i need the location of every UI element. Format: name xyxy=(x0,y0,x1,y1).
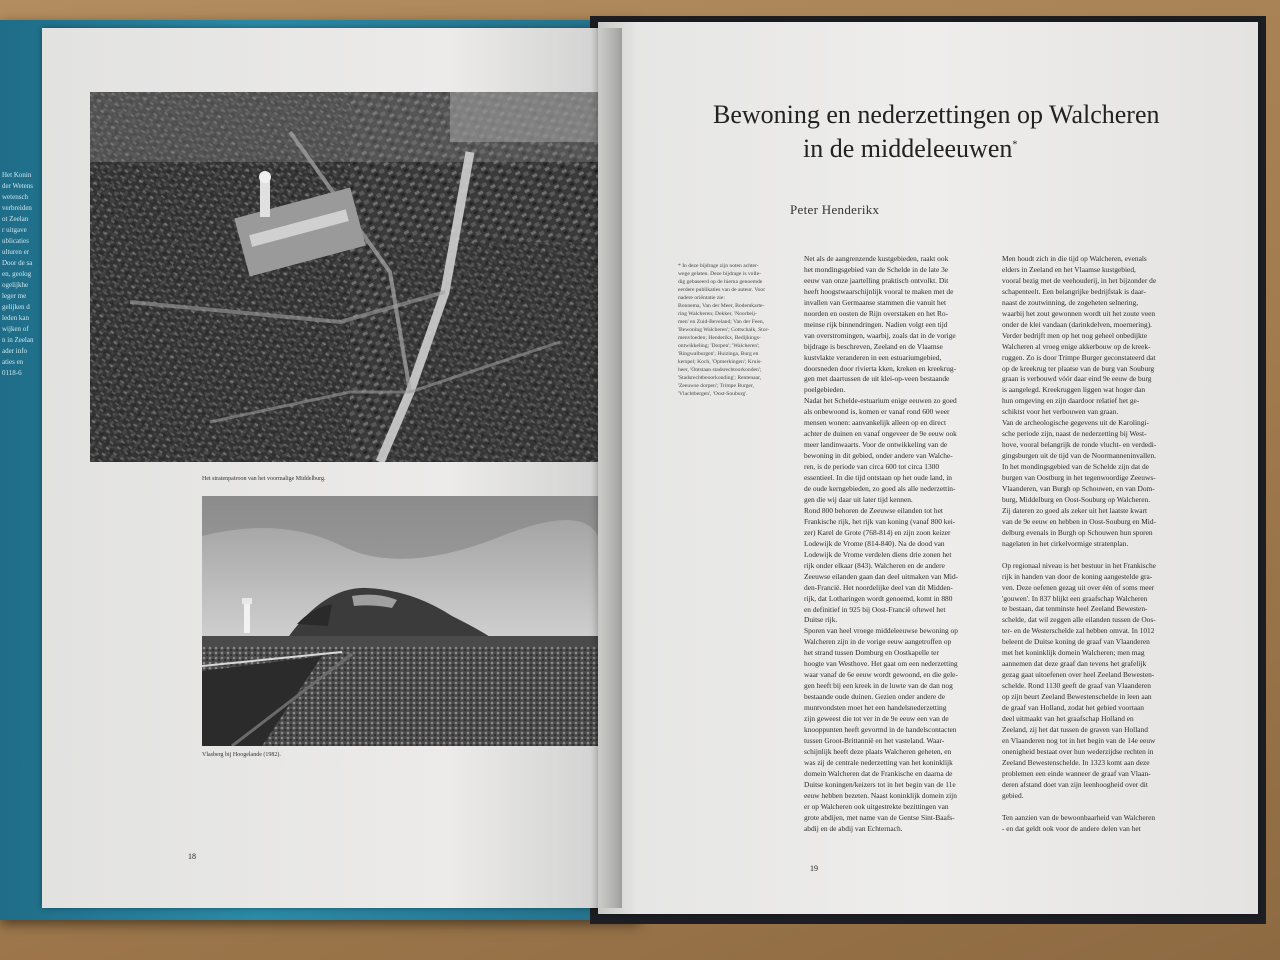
footnote-line: heer, 'Ontstaan stadsrechtoorkonden'; xyxy=(678,367,762,373)
vlasberg-photo xyxy=(202,496,602,746)
text-line: de graaf van Holland, zodat het gebied voortaan xyxy=(1002,703,1145,713)
cover-text-line: 0118-6 xyxy=(2,369,22,377)
text-line: Men houdt zich in die tijd op Walcheren, evenals xyxy=(1002,254,1147,263)
text-line: graan is verbouwd vóór daar eind 9e eeuw de burg xyxy=(1002,374,1152,384)
text-line: heeft hoogstwaarschijnlijk vooral te maken met de xyxy=(804,286,954,296)
text-line: Zeeland Bewestenschelde. In 1323 komt aan deze xyxy=(1002,757,1150,767)
text-line: onenigheid bestaat over hun wederzijdse rechten in xyxy=(1002,746,1154,756)
text-line: In het mondingsgebied van de Schelde zijn dat de xyxy=(1002,462,1149,472)
text-line: naast de zoutwinning, de zogeheten selnering, xyxy=(1002,297,1139,307)
text-line: - en dat geldt ook voor de andere delen van het xyxy=(1002,823,1141,833)
left-page xyxy=(42,28,622,908)
paragraph-gap xyxy=(1002,802,1212,813)
footnote-line: 'Zeeuwse dorpen'; Trimpe Burger, xyxy=(678,383,754,389)
text-line: Walcheren zijn in de vorige eeuw aangetroffen op xyxy=(804,637,952,647)
text-line: Sporen van heel vroege middeleeuwse bewoning op xyxy=(804,626,958,636)
text-line: zijn geweest die tot ver in de 9e eeuw een van de xyxy=(804,714,949,724)
text-line: kustvlakte veranderen in een estuariumgebied, xyxy=(804,352,942,362)
paragraph-gap xyxy=(1002,550,1212,561)
text-line: Vlaanderen, van Burgh op Schouwen, en van Dom- xyxy=(1002,484,1155,494)
cover-text-line: r uitgave xyxy=(2,226,27,234)
text-line: den-Francië. Het noordelijke deel van dit Midden- xyxy=(804,582,953,592)
footnote-line: kerspel; Koch, 'Opmerkingen'; Kruis- xyxy=(678,359,763,365)
footnote-line: Bonnema, Van der Meer, Bodemkarte- xyxy=(678,303,765,309)
page-number-right: 19 xyxy=(810,864,818,873)
cover-text-line: ublicaties xyxy=(2,237,29,245)
text-line: schijnlijk heeft deze plaats Walcheren geheten, en xyxy=(804,746,952,756)
text-line: van overstromingen, waarbij, zoals dat in de vorige xyxy=(804,330,956,340)
text-line: nagelaten in het cirkelvormige stratenplan. xyxy=(1002,538,1129,548)
text-line: poelgebieden. xyxy=(804,385,846,395)
text-line: deel uitmaakt van het graafschap Holland en xyxy=(1002,714,1134,724)
text-line: rijk in handen van door de koning aangestelde gra- xyxy=(1002,571,1153,581)
text-line: gen die wij daar uit later tijd kennen. xyxy=(804,494,913,504)
text-column-2 xyxy=(1002,254,1212,834)
text-line: hoogte van Westhove. Het gaat om een nederzetting xyxy=(804,659,958,669)
cover-text-line: Het Konin xyxy=(2,171,32,179)
text-line: Ten aanzien van de bewoonbaarheid van Walcheren xyxy=(1002,812,1156,822)
text-line: het mondingsgebied van de Schelde in de late 3e xyxy=(804,264,949,274)
text-line: als onbewoond is, komen er vanaf rond 600 weer xyxy=(804,407,950,417)
text-line: ren, is de periode van circa 600 tot circa 1300 xyxy=(804,462,940,472)
text-line: doorsneden door rivierta kken, kreken en kreekrug- xyxy=(804,363,957,373)
article-title-line-2-text: in de middeleeuwen xyxy=(803,134,1013,163)
footnote-line: * In deze bijdrage zijn noten achter- xyxy=(678,263,759,269)
text-line: beleent de Duitse koning de graaf van Vlaanderen xyxy=(1002,637,1150,647)
text-line: problemen een einde wanneer de graaf van Vlaan- xyxy=(1002,768,1151,778)
text-line: Duitse koningen/keizers tot in het begin van de 11e xyxy=(804,779,956,789)
footnote-line: 'Ringwalburgen'; Huizinga, Burg en xyxy=(678,351,759,357)
text-line: gen met daartussen de uit klei-op-veen bestaande xyxy=(804,374,950,384)
text-line: de oude kerngebieden, zo goed als alle nederzettin- xyxy=(804,484,956,494)
text-line: waar vanaf de 6e eeuw wordt gewoond, en die gele- xyxy=(804,670,958,680)
text-line: vooral bezig met de veehouderij, in het bijzonder de xyxy=(1002,275,1157,285)
text-line: tussen Groot-Brittannië en het vasteland. Waar- xyxy=(804,735,945,745)
text-line: knooppunten heeft gevormd in de handelscontacten xyxy=(804,724,957,734)
text-line: schapenteelt. Een belangrijke bedrijfstak is daar- xyxy=(1002,286,1146,296)
footnote-line: ring Walcheren; Dekker, 'Noorbeij- xyxy=(678,311,757,317)
text-line: en Vlaanderen nog tot in het begin van de 14e eeuw xyxy=(1002,735,1156,745)
text-line: te bestaan, dat tenminste heel Zeeland Bewesten- xyxy=(1002,604,1148,614)
gutter-shadow xyxy=(600,28,622,908)
text-line: eeuw hebben bezeten. Naast koninklijk domein zijn xyxy=(804,790,957,800)
text-line: van de 9e eeuw en hebben in Oost-Souburg en Mid- xyxy=(1002,516,1157,526)
text-line: meer landinwaarts. Voor de ontwikkeling van de xyxy=(804,440,948,450)
aerial-photo-caption: Het stratenpatroon van het voormalige Middelburg. xyxy=(202,476,326,482)
text-line: onder de klei vandaan (darinkdelven, moernering). xyxy=(1002,319,1153,329)
title-footnote-mark: * xyxy=(1012,139,1018,151)
text-column-1 xyxy=(804,254,1004,835)
text-line: op de kreekrug ter plaatse van de burg van Souburg xyxy=(1002,363,1155,373)
text-line: schelde, dat wil zeggen alle eilanden tussen de Oos- xyxy=(1002,615,1156,625)
text-line: op zijn beurt Zeeland Bewestenschelde in leen aan xyxy=(1002,692,1152,702)
text-line: Zeeuwse eilanden gaan dan deel uitmaken van Mid- xyxy=(804,571,959,581)
text-line: essentieel. In die tijd ontstaan op het oude land, in xyxy=(804,473,952,483)
article-author: Peter Henderikx xyxy=(790,202,880,217)
footnote-line: 'Vlachtbergen', 'Oost-Souburg'. xyxy=(678,391,748,397)
text-line: mensen wonen: aanvankelijk alleen op en direct xyxy=(804,418,947,428)
text-line: Op regionaal niveau is het bestuur in het Frankische xyxy=(1002,560,1156,570)
page-number-left: 18 xyxy=(188,852,196,861)
text-line: aannemen dat deze graaf dan tevens het grafelijk xyxy=(1002,659,1147,669)
text-line: abdij en de abdij van Echternach. xyxy=(804,823,903,833)
text-line: muntvondsten moet het een handelsnederzetting xyxy=(804,703,947,713)
text-line: er op Walcheren ook uitgestrekte bezittingen van xyxy=(804,801,949,811)
text-line: deren afstand doet van zijn leenhoogheid over dit xyxy=(1002,779,1148,789)
text-line: Duitse rijk. xyxy=(804,615,838,625)
cover-text-line: der Wetens xyxy=(2,182,33,190)
footnote-line: ontwikkeling; 'Dorpen'; 'Walcheren'; xyxy=(678,343,760,349)
text-line: Van de archeologische gegevens uit de Karolingi- xyxy=(1002,418,1149,428)
cover-text-line: leger me xyxy=(2,292,27,300)
text-line: achter de duinen en vanaf ongeveer de 9e eeuw ook xyxy=(804,429,957,439)
text-line: bestaande oude duinen. Gezien onder andere de xyxy=(804,692,945,702)
text-line: gingsburgen uit de tijd van de Noormanneninvallen. xyxy=(1002,451,1157,461)
text-line: Zeeland, zij het dat tussen de graven van Holland xyxy=(1002,724,1148,734)
text-line: met het koninklijk domein Walcheren; men mag xyxy=(1002,648,1145,658)
text-line: sche periode zijn, naast de nederzetting bij West- xyxy=(1002,429,1147,439)
text-line: Verder bedrijft men op het nog geheel onbedijkte xyxy=(1002,330,1148,340)
text-line: Net als de aangrenzende kustgebieden, raakt ook xyxy=(804,254,949,263)
text-line: Lodewijk de Vrome verdelen diens drie zonen het xyxy=(804,549,952,559)
text-line: gebied. xyxy=(1002,790,1024,800)
text-line: 'gouwen'. In 837 blijkt een graafschap Walcheren xyxy=(1002,593,1148,603)
article-footnote xyxy=(678,262,796,398)
text-line: is aangelegd. Kreekruggen liggen wat hoger dan xyxy=(1002,385,1146,395)
text-line: Zij dateren zo goed als zeker uit het laatste kwart xyxy=(1002,505,1148,515)
text-line: bijdrage is beschreven, Zeeland en de Vlaamse xyxy=(804,341,943,351)
cover-text-line: en, geolog xyxy=(2,270,32,278)
footnote-line: 'Bewoning Walcheren'; Gottschalk, Stor- xyxy=(678,327,770,333)
cover-text-line: n in Zeelan xyxy=(2,336,34,344)
cover-text-line: gelijken d xyxy=(2,303,30,311)
right-page xyxy=(598,22,1258,914)
cover-text-line: ader info xyxy=(2,347,28,355)
text-line: rijk, dat Lotharingen wordt genoemd, komt in 880 xyxy=(804,593,953,603)
text-line: zer) Karel de Grote (768-814) en zijn zoon keizer xyxy=(804,527,951,537)
text-line: Walcheren al vroeg enige akkerbouw op de kreek- xyxy=(1002,341,1151,351)
text-line: waarbij het zout gewonnen wordt uit het zoute veen xyxy=(1002,308,1156,318)
text-line: ven. Deze oefenen gezag uit over één of soms meer xyxy=(1002,582,1155,592)
footnote-line: menvloeden; Henderikx, Bedijkings- xyxy=(678,335,761,341)
text-line: grote abdijen, met name van de Gentse Sint-Baafs- xyxy=(804,812,955,822)
cover-text-line: ogelijkhe xyxy=(2,281,29,289)
text-line: was zij de centrale nederzetting van het koninklijk xyxy=(804,757,953,767)
text-line: delburg evenals in Burgh op Schouwen hun sporen xyxy=(1002,527,1153,537)
text-line: burg, Middelburg en Oost-Souburg op Walcheren. xyxy=(1002,494,1151,504)
text-line: bewoning in dit gebied, onder andere van Walche- xyxy=(804,451,953,461)
text-line: en definitief in 925 bij Oost-Francië oftewel het xyxy=(804,604,946,614)
vlasberg-photo-caption: Vlasberg bij Hoogelande (1982). xyxy=(202,752,281,758)
aerial-photo xyxy=(90,92,608,462)
footnote-line: wege gelaten. Deze bijdrage is volle- xyxy=(678,271,761,277)
text-line: het strand tussen Domburg en Oostkapelle ter xyxy=(804,648,939,658)
text-line: eeuw van onze jaartelling praktisch ontvolkt. Dit xyxy=(804,275,949,285)
text-line: Lodewijk de Vrome (814-840). Na de dood van xyxy=(804,538,945,548)
cover-text-line: aties en xyxy=(2,358,24,366)
footnote-line: 'Stadsrechtbeoorkonding'; Rentenaar, xyxy=(678,375,762,381)
text-line: hun omgeving en zijn daardoor relatief het ge- xyxy=(1002,396,1140,406)
text-line: Frankische rijk, het rijk van koning (vanaf 800 kei- xyxy=(804,516,956,526)
text-line: gezag gaat uitoefenen over heel Zeeland Bewesten- xyxy=(1002,670,1155,680)
text-line: schelde. Rond 1130 geeft de graaf van Vlaanderen xyxy=(1002,681,1151,691)
footnote-line: eerdere publikaties van de auteur. Voor xyxy=(678,287,766,293)
footnote-line: nadere oriëntatie zie: xyxy=(678,295,725,301)
text-line: rijk onder elkaar (843). Walcheren en de andere xyxy=(804,560,945,570)
article-title-line-2 xyxy=(803,134,1017,164)
footnote-line: men' en Zuid-Beveland; Van der Feen, xyxy=(678,319,765,325)
text-line: Rond 800 behoren de Zeeuwse eilanden tot het xyxy=(804,505,943,515)
text-line: Nadat het Schelde-estuarium enige eeuwen zo goed xyxy=(804,396,957,406)
text-line: ter- en de Westerschelde zal hebben omvat. In 1012 xyxy=(1002,626,1155,636)
text-line: gen heeft bij een kreek in de luwte van de dan nog xyxy=(804,681,953,691)
text-line: domein Walcheren dat de Frankische en daarna de xyxy=(804,768,953,778)
footnote-line: dig gebaseerd op de hierna genoemde xyxy=(678,279,763,285)
text-line: burgen van Oostburg in het tegenwoordige Zeeuws- xyxy=(1002,473,1156,483)
text-line: ruggen. Zo is door Trimpe Burger geconstateerd dat xyxy=(1002,352,1156,362)
cover-text-line: leden kan xyxy=(2,314,30,322)
article-title-line-1: Bewoning en nederzettingen op Walcheren xyxy=(713,100,1160,129)
text-line: noorden en oosten de Rijn overstaken en het Ro- xyxy=(804,308,949,318)
text-line: schiktst voor het verbouwen van graan. xyxy=(1002,407,1119,417)
text-line: invallen van Germaanse stammen die vanuit het xyxy=(804,297,947,307)
cover-text-line: ulturen er xyxy=(2,248,30,256)
cover-text-line: ot Zeelan xyxy=(2,215,29,223)
text-line: hove, vooral belangrijk de ronde vlucht- en verdedi- xyxy=(1002,440,1157,450)
cover-text-line: wijken of xyxy=(2,325,29,333)
text-line: elders in Zeeland en het Vlaamse kustgebied, xyxy=(1002,264,1136,274)
cover-text-line: verbreiden xyxy=(2,204,32,212)
cover-text-line: Door de sa xyxy=(2,259,33,267)
cover-text-line: wetensch xyxy=(2,193,29,201)
text-line: meinse rijk binnendringen. Nadien volgt een tijd xyxy=(804,319,948,329)
